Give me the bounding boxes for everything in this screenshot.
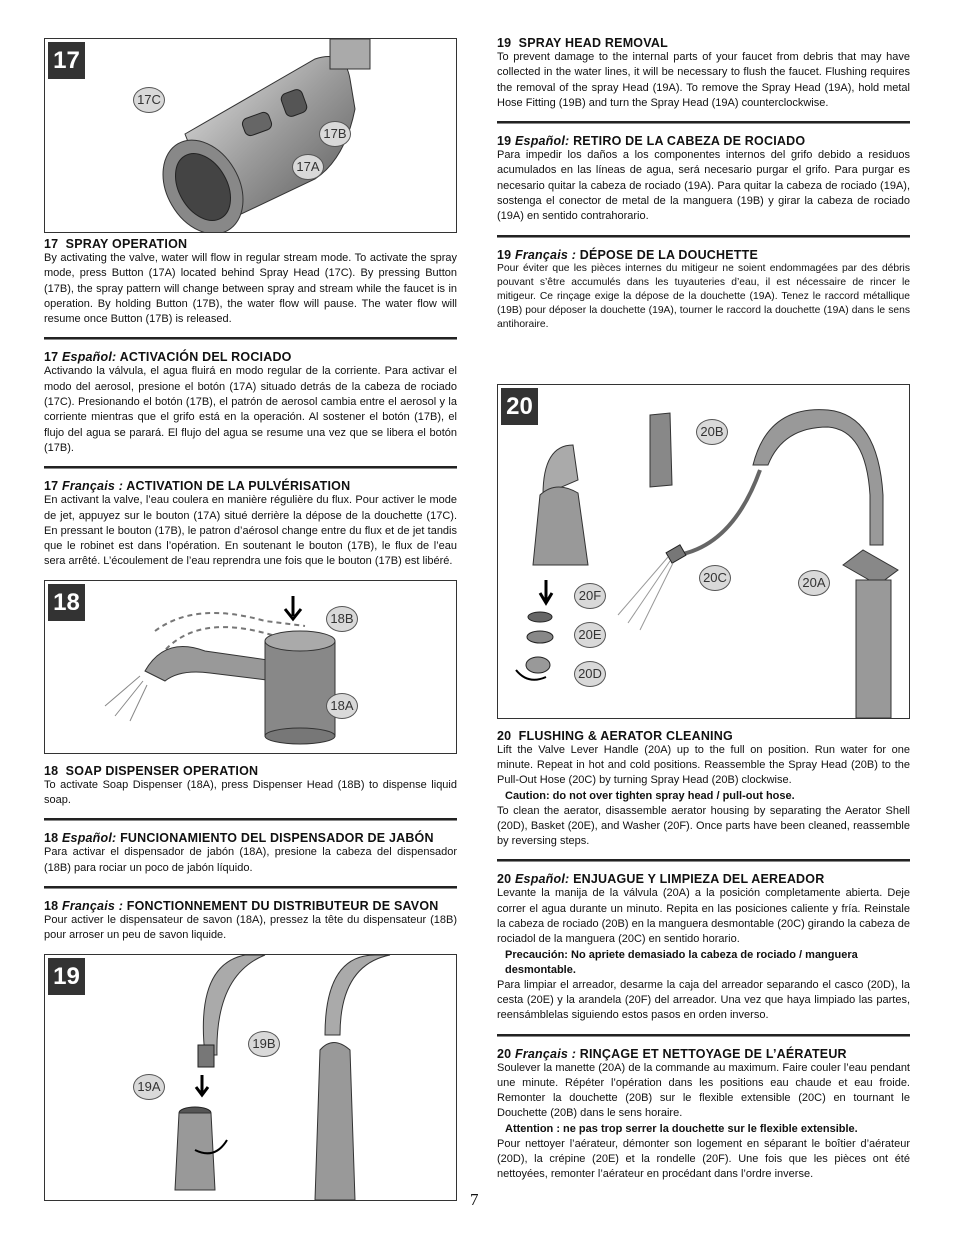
callout-20d: 20D — [574, 661, 606, 687]
section-20-es — [497, 872, 910, 1023]
section-body: En activant la valve, l’eau coulera en manière régulière du flux. Pour activer le mode de jet, appuyez sur le bouton (17A) situé derrière la dépose de la douchette (17C). En pressant le bouton (17B), le patron d’aérosol change entre du flux et de jet tandis que le robinet est dans l’opération. En soutenant le bouton (17B), le flux de l’eau sera arrêté. L’écoulement de l’eau reprendra une fois que le bouton (17B) est libéré. — [44, 494, 457, 568]
section-heading: 20 FLUSHING & AERATOR CLEANING — [497, 728, 733, 743]
section-heading: 17 SPRAY OPERATION — [44, 237, 188, 251]
callout-17c: 17C — [133, 87, 165, 113]
section-heading: 17 Español: ACTIVACIÓN DEL ROCIADO — [44, 350, 292, 365]
section-20-fr — [497, 1047, 910, 1183]
figure-19 — [44, 954, 457, 1201]
section-19-es — [497, 134, 910, 224]
section-heading: 18 SOAP DISPENSER OPERATION — [44, 763, 259, 778]
callout-17a: 17A — [292, 154, 324, 180]
section-17-en — [44, 237, 457, 327]
caution-note: Caution: do not over tighten spray head / pull-out hose. — [505, 789, 795, 802]
figure-17 — [44, 38, 457, 233]
section-19-fr — [497, 248, 910, 332]
divider — [44, 818, 457, 821]
spray-head-illustration — [45, 39, 456, 232]
figure-number: 17 — [48, 42, 85, 79]
divider — [497, 121, 910, 124]
spray-removal-illustration — [45, 955, 456, 1200]
divider — [44, 466, 457, 469]
callout-20f: 20F — [574, 583, 606, 609]
section-body: Para limpiar el arreador, desarme la caja del arreador separando el casco (20D), la cesta (20E) y la arandela (20F) del arreador. Una vez que haya limpiado las partes, reensámblelas siguiendo estos pasos en orden inverso. — [497, 978, 910, 1022]
section-heading: 20 Español: ENJUAGUE Y LIMPIEZA DEL AEREADOR — [497, 872, 825, 887]
section-body: Para activar el dispensador de jabón (18A), presione la cabeza del dispensador (18B) para rociar un poco de jabón líquido. — [44, 846, 457, 874]
section-18-es — [44, 831, 457, 876]
section-heading: 19 SPRAY HEAD REMOVAL — [497, 36, 668, 50]
callout-20b: 20B — [696, 419, 728, 445]
callout-20a: 20A — [798, 570, 830, 596]
section-body: Para impedir los daños a los componentes internos del grifo debido a residuos acumulados en las líneas de agua, será necesario purgar el grifo. Para purgar es necesario quitar la cabeza de rociado (19A). Para quitar la cabeza de rociado (19A), sostenga el conector de metal de la manguera (19B) y girar la cabeza de rociado (19A) en sentido contrahorario. — [497, 149, 910, 223]
figure-number: 19 — [48, 958, 85, 995]
section-body: Soulever la manette (20A) de la commande au maximum. Faire couler l’eau pendant une minute. Répéter l’opération dans les positions eau chaude et eau froide. Remonter la douchette (20B) sur le flexible extensible (20C) en tournant le Douchette (20B) dans le sens horaire. — [497, 1061, 910, 1120]
section-body: Pour éviter que les pièces internes du mitigeur ne soient endommagées par des débris pouvant s’être accumulés dans les tuyauteries d’eau, il est nécessaire de rincer le mitigeur. Ce rinçage exige la dépose de la douchette (19A). Tenez le raccord métallique (19B) pour déposer la douchette (19A), tourner le raccord la douchette (19A) dans le sens antihoraire. — [497, 262, 910, 330]
section-body: Pour nettoyer l’aérateur, démonter son logement en séparant le boîtier d’aérateur (20D), la crépine (20E) et la rondelle (20F). Une fois que les pièces ont été nettoyées, remonter l’aérateur en procédant dans l’ordre inverse. — [497, 1137, 910, 1181]
figure-20 — [497, 384, 910, 719]
section-heading: 20 Français : RINÇAGE ET NETTOYAGE DE L’AÉRATEUR — [497, 1046, 847, 1061]
caution-note: Attention : ne pas trop serrer la douchette sur le flexible extensible. — [505, 1122, 858, 1135]
left-column — [44, 38, 457, 1201]
section-18-fr — [44, 899, 457, 944]
divider — [497, 235, 910, 238]
section-body: To clean the aerator, disassemble aerator housing by separating the Aerator Shell (20D), Basket (20E), and Washer (20F). Once parts have been cleaned, reassemble by reversing steps. — [497, 804, 910, 848]
callout-17b: 17B — [319, 121, 351, 147]
section-heading: 19 Español: RETIRO DE LA CABEZA DE ROCIADO — [497, 134, 806, 149]
section-heading: 19 Français : DÉPOSE DE LA DOUCHETTE — [497, 247, 759, 262]
callout-18b: 18B — [326, 606, 358, 632]
section-body: By activating the valve, water will flow in regular stream mode. To activate the spray mode, press Button (17A) located behind Spray Head (17C). By pressing Button (17B), the spray pattern will change between spray and stream while the faucet is in operation. By holding Button (17B), the water flow will pause. The water flow will resume once Button (17B) is released. — [44, 252, 457, 326]
section-17-fr — [44, 479, 457, 569]
section-17-es — [44, 350, 457, 456]
callout-20e: 20E — [574, 622, 606, 648]
section-20-en — [497, 729, 910, 850]
section-body: To activate Soap Dispenser (18A), press Dispenser Head (18B) to dispense liquid soap. — [44, 778, 457, 807]
section-heading: 17 Français : ACTIVATION DE LA PULVÉRISATION — [44, 479, 351, 494]
section-body: Pour activer le dispensateur de savon (18A), pressez la tête du dispensateur (18B) pour arroser un peu de savon liquide. — [44, 913, 457, 942]
divider — [44, 886, 457, 889]
figure-18 — [44, 580, 457, 754]
callout-19a: 19A — [133, 1074, 165, 1100]
divider — [497, 1034, 910, 1037]
page-number: 7 — [470, 1190, 479, 1209]
figure-number: 20 — [501, 388, 538, 425]
figure-number: 18 — [48, 584, 85, 621]
section-body: Levante la manija de la válvula (20A) a la posición completamente abierta. Deje correr el agua durante un minuto. Repita en las posiciones caliente y fría. Reinstale la cabeza de rociado (20B) en la manguera desmontable (20C) girando la cabeza de rociadol de la manguera (20C) en sentido horario. — [497, 887, 910, 946]
section-body: Lift the Valve Lever Handle (20A) up to the full on position. Run water for one minute. Repeat in hot and cold positions. Reassemble the Spray Head (20B) to the Pull-Out Hose (20C) by turning Spray Head (20B) clockwise. — [497, 743, 910, 787]
divider — [497, 859, 910, 862]
section-18-en — [44, 764, 457, 809]
section-19-en — [497, 36, 910, 111]
soap-dispenser-illustration — [45, 581, 456, 753]
callout-18a: 18A — [326, 693, 358, 719]
section-body: Activando la válvula, el agua fluirá en modo regular de la corriente. Para activar el modo del aerosol, presione el botón (17A) situado detrás de la cabeza de rociado (17C). Presionando el botón (17B), el patrón de aerosol cambia entre el aerosol y la corriente mientras que el grifo está en la operación. Al sostener el botón (17B), el flujo del agua se parará. El flujo del agua se resume una vez que se libera el botón (17B). — [44, 365, 457, 454]
callout-19b: 19B — [248, 1031, 280, 1057]
right-column — [497, 36, 910, 1183]
callout-20c: 20C — [699, 565, 731, 591]
section-heading: 18 Español: FUNCIONAMIENTO DEL DISPENSADOR DE JABÓN — [44, 831, 434, 846]
section-heading: 18 Français : FONCTIONNEMENT DU DISTRIBUTEUR DE SAVON — [44, 898, 439, 913]
divider — [44, 337, 457, 340]
caution-note: Precaución: No apriete demasiado la cabeza de rociado / manguera desmontable. — [505, 948, 858, 976]
section-body: To prevent damage to the internal parts of your faucet from debris that may have collected in the water lines, it will be necessary to flush the faucet. Flushing requires the removal of the spray Head (19A). To remove the Spray Head (19A), hold metal Hose Fitting (19B) and turn the Spray Head (19A) counterclockwise. — [497, 51, 910, 109]
